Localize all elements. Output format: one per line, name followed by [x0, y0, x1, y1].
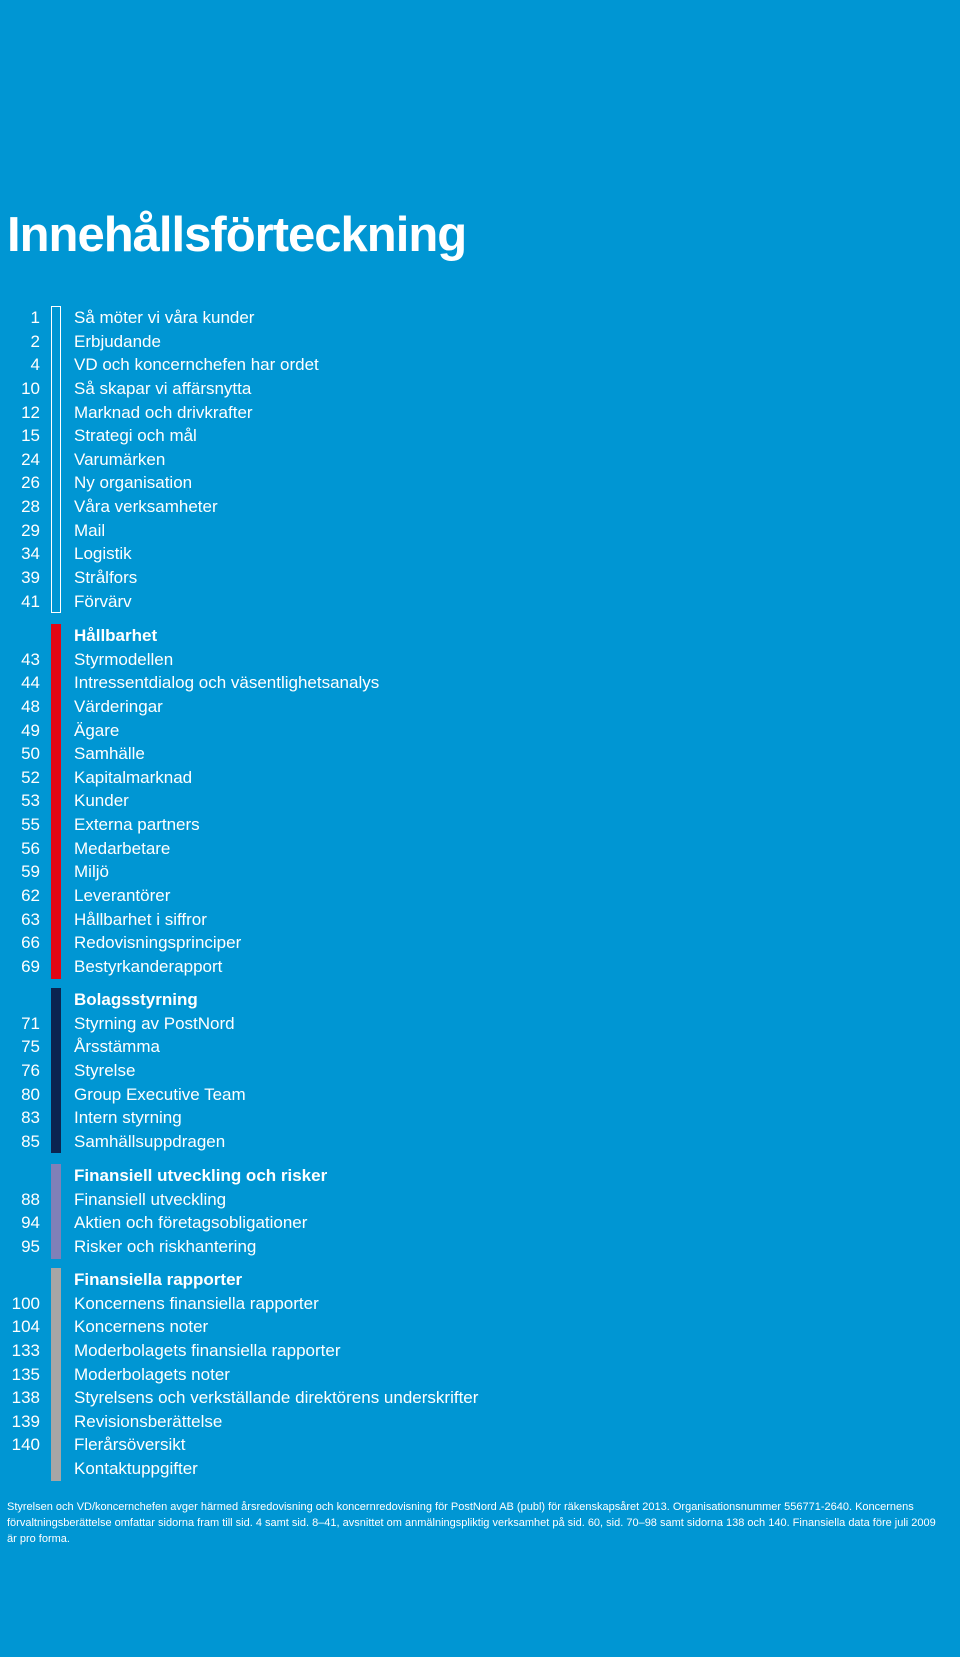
toc-entry-label: Flerårsöversikt — [74, 1435, 186, 1455]
toc-page-number: 26 — [21, 473, 40, 493]
toc-entry-label: Ny organisation — [74, 473, 193, 493]
toc-entry-label: Våra verksamheter — [74, 497, 218, 517]
toc-page-number: 29 — [21, 520, 40, 540]
toc-entry[interactable] — [0, 719, 960, 743]
toc-entry-label: Aktien och företagsobligationer — [74, 1213, 308, 1233]
toc-entry-label: Bestyrkanderapport — [74, 956, 223, 976]
toc-entry-label: Varumärken — [74, 449, 166, 469]
toc-page-number: 56 — [21, 838, 40, 858]
toc-section-intro — [0, 306, 960, 613]
toc-page-number: 15 — [21, 426, 40, 446]
toc-entry[interactable] — [0, 955, 960, 979]
toc-page-number: 135 — [11, 1364, 40, 1384]
toc-entry[interactable] — [0, 1292, 960, 1316]
toc-page-number: 100 — [11, 1293, 40, 1313]
toc-entry[interactable] — [0, 671, 960, 695]
toc-entry-label: Styrelsens och verkställande direktörens underskrifter — [74, 1388, 479, 1408]
toc-page-number: 80 — [21, 1084, 40, 1104]
toc-entry[interactable] — [0, 424, 960, 448]
toc-page-number: 4 — [30, 355, 40, 375]
toc-page-number: 63 — [21, 909, 40, 929]
toc-section-hallbarhet — [0, 624, 960, 979]
toc-entry[interactable] — [0, 789, 960, 813]
toc-page-number: 44 — [21, 673, 40, 693]
toc-entry[interactable] — [0, 495, 960, 519]
toc-entry-label: Kapitalmarknad — [74, 767, 193, 787]
toc-entry-label: Revisionsberättelse — [74, 1411, 223, 1431]
toc-entry[interactable] — [0, 1315, 960, 1339]
toc-entry[interactable] — [0, 695, 960, 719]
toc-entry-label: Så möter vi våra kunder — [74, 308, 255, 327]
toc-page-number: 69 — [21, 956, 40, 976]
toc-entry-label: Medarbetare — [74, 838, 171, 858]
toc-entry[interactable] — [0, 837, 960, 861]
toc-entry-label: Group Executive Team — [74, 1084, 246, 1104]
toc-entry[interactable] — [0, 860, 960, 884]
section-heading-label: Finansiella rapporter — [74, 1270, 243, 1289]
toc-entry-label: Kontaktuppgifter — [74, 1459, 198, 1479]
toc-page-number: 28 — [21, 497, 40, 517]
section-heading-label: Finansiell utveckling och risker — [74, 1166, 328, 1185]
toc-entry[interactable] — [0, 1433, 960, 1457]
toc-section-heading[interactable] — [0, 1268, 960, 1292]
toc-page-number: 75 — [21, 1037, 40, 1057]
toc-entry-label: Samhälle — [74, 744, 145, 764]
toc-page-number: 52 — [21, 767, 40, 787]
toc-page-number: 49 — [21, 720, 40, 740]
toc-entry[interactable] — [0, 908, 960, 932]
toc-page-number: 24 — [21, 449, 40, 469]
toc-entry-label: Förvärv — [74, 591, 132, 611]
toc-page-number: 88 — [21, 1189, 40, 1209]
toc-page-number: 140 — [11, 1435, 40, 1455]
toc-entry[interactable] — [0, 742, 960, 766]
toc-page-number: 94 — [21, 1213, 40, 1233]
toc-page-number: 104 — [11, 1317, 40, 1337]
toc-entry[interactable] — [0, 1457, 960, 1481]
toc-entry[interactable] — [0, 471, 960, 495]
toc-page-number: 48 — [21, 696, 40, 716]
toc-section-finansiell-utveckling — [0, 1164, 960, 1259]
toc-entry[interactable] — [0, 1035, 960, 1059]
toc-entry-label: Styrning av PostNord — [74, 1013, 235, 1033]
toc-page-number: 138 — [11, 1388, 40, 1408]
toc-page-number: 1 — [30, 308, 40, 327]
toc-entry-label: Kunder — [74, 791, 129, 811]
toc-entry[interactable] — [0, 519, 960, 543]
toc-entry[interactable] — [0, 1083, 960, 1107]
toc-page-number: 12 — [21, 402, 40, 422]
toc-entry[interactable] — [0, 1339, 960, 1363]
toc-entry-label: Styrmodellen — [74, 649, 174, 669]
toc-entry[interactable] — [0, 931, 960, 955]
toc-entry[interactable] — [0, 1012, 960, 1036]
toc-entry-label: VD och koncernchefen har ordet — [74, 355, 319, 375]
toc-entry-label: Externa partners — [74, 815, 200, 835]
toc-page-number: 62 — [21, 886, 40, 906]
toc-page-number: 76 — [21, 1060, 40, 1080]
toc-entry-label: Koncernens noter — [74, 1317, 209, 1337]
toc-page-number: 41 — [21, 591, 40, 611]
toc-entry[interactable] — [0, 766, 960, 790]
toc-page-number: 139 — [11, 1411, 40, 1431]
toc-entry[interactable] — [0, 1130, 960, 1154]
toc-page-number: 53 — [21, 791, 40, 811]
toc-entry[interactable] — [0, 566, 960, 590]
toc-entry-label: Intressentdialog och väsentlighetsanalys — [74, 673, 380, 693]
toc-page-number: 43 — [21, 649, 40, 669]
toc-section-heading[interactable] — [0, 624, 960, 648]
toc-entry-label: Moderbolagets finansiella rapporter — [74, 1340, 341, 1360]
toc-entry-label: Logistik — [74, 544, 132, 564]
toc-entry[interactable] — [0, 884, 960, 908]
toc-page-number: 95 — [21, 1236, 40, 1256]
toc-entry-label: Styrelse — [74, 1060, 136, 1080]
toc-page-number: 83 — [21, 1108, 40, 1128]
toc-page-number: 71 — [21, 1013, 40, 1033]
toc-entry[interactable] — [0, 448, 960, 472]
toc-entry[interactable] — [0, 590, 960, 614]
toc-entry-label: Leverantörer — [74, 886, 171, 906]
toc-entry-label: Koncernens finansiella rapporter — [74, 1293, 319, 1313]
toc-page-number: 59 — [21, 862, 40, 882]
toc-section-heading[interactable] — [0, 1164, 960, 1188]
toc-entry[interactable] — [0, 1106, 960, 1130]
toc-page-number: 34 — [21, 544, 40, 564]
toc-entry[interactable] — [0, 813, 960, 837]
toc-entry-label: Finansiell utveckling — [74, 1189, 227, 1209]
toc-entry[interactable] — [0, 1363, 960, 1387]
toc-entry-label: Strålfors — [74, 568, 138, 588]
toc-entry[interactable] — [0, 1211, 960, 1235]
toc-entry[interactable] — [0, 542, 960, 566]
toc-entry[interactable] — [0, 330, 960, 354]
section-heading-label: Bolagsstyrning — [74, 990, 198, 1009]
toc-page-number: 10 — [21, 378, 40, 398]
toc-entry-label: Marknad och drivkrafter — [74, 402, 253, 422]
toc-page-number: 2 — [30, 331, 40, 351]
toc-entry[interactable] — [0, 1386, 960, 1410]
toc-entry[interactable] — [0, 1059, 960, 1083]
toc-entry-label: Så skapar vi affärsnytta — [74, 378, 252, 398]
toc-entry[interactable] — [0, 1410, 960, 1434]
toc-entry[interactable] — [0, 1188, 960, 1212]
toc-entry[interactable] — [0, 1235, 960, 1259]
toc-page-number: 133 — [11, 1340, 40, 1360]
toc-page-number: 39 — [21, 568, 40, 588]
toc-page-number: 55 — [21, 815, 40, 835]
toc-entry-label: Erbjudande — [74, 331, 161, 351]
toc-entry[interactable] — [0, 377, 960, 401]
page-title: Innehållsförteckning — [7, 208, 467, 262]
toc-entry-label: Moderbolagets noter — [74, 1364, 230, 1384]
footnote: Styrelsen och VD/koncernchefen avger härmed årsredovisning och koncernredovisning för PostNord AB (publ) för räkenskapsåret 2013. Organisationsnummer 556771-2640. Koncernens förvaltningsberättelse omfattar sidorna fram till sid. 4 samt sid. 8–41, avsnittet om anmälningspliktig verksamhet på sid. 60, sid. 70–98 samt sidorna 138 och 140. Finansiella data före juli 2009 är pro forma. — [7, 1501, 936, 1545]
toc-page-number: 85 — [21, 1131, 40, 1151]
toc-entry-label: Mail — [74, 520, 106, 540]
toc-entry-label: Intern styrning — [74, 1108, 182, 1128]
section-heading-label: Hållbarhet — [74, 626, 158, 645]
toc-entry-label: Strategi och mål — [74, 426, 197, 446]
toc-entry-label: Värderingar — [74, 696, 163, 716]
toc-entry-label: Redovisningsprinciper — [74, 933, 242, 953]
toc-section-finansiella-rapporter — [0, 1268, 960, 1481]
toc-entry-label: Hållbarhet i siffror — [74, 909, 207, 929]
toc-entry[interactable] — [0, 401, 960, 425]
toc-section-heading[interactable] — [0, 988, 960, 1012]
toc-entry[interactable] — [0, 648, 960, 672]
toc-page-number: 66 — [21, 933, 40, 953]
toc-entry[interactable] — [0, 353, 960, 377]
toc-page-number: 50 — [21, 744, 40, 764]
toc-entry-label: Miljö — [74, 862, 109, 882]
toc-entry-label: Risker och riskhantering — [74, 1236, 257, 1256]
toc-section-bolagsstyrning — [0, 988, 960, 1153]
toc-entry-label: Samhällsuppdragen — [74, 1131, 226, 1151]
toc-entry[interactable] — [0, 306, 960, 330]
toc-entry-label: Årsstämma — [74, 1037, 160, 1057]
toc-entry-label: Ägare — [74, 720, 120, 740]
